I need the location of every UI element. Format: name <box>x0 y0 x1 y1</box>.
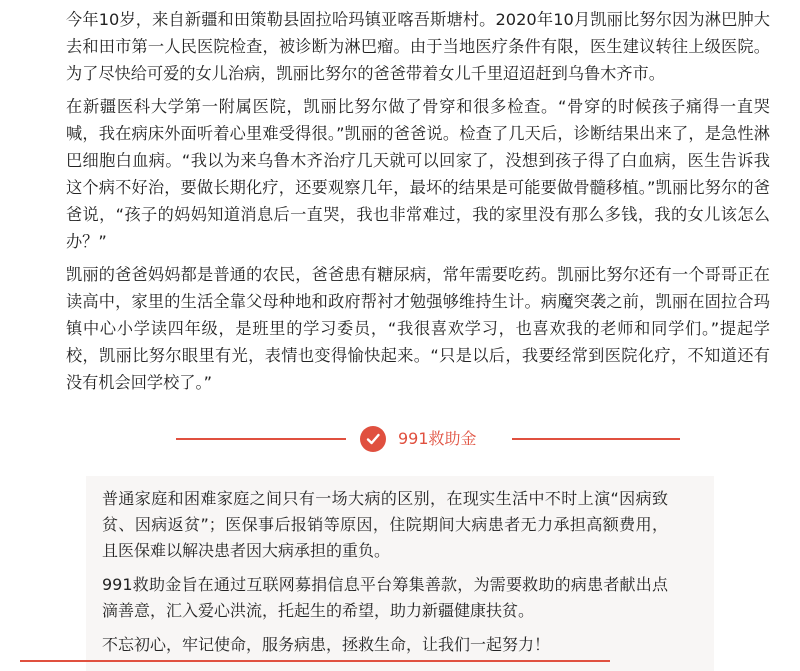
story-paragraph-1: 今年10岁，来自新疆和田策勒县固拉哈玛镇亚喀吾斯塘村。2020年10月凯丽比努尔因为淋巴肿大去和田市第一人民医院检查，被诊断为淋巴瘤。由于当地医疗条件有限，医生建议转往上级医院。为了尽快给可爱的女儿治病，凯丽比努尔的爸爸带着女儿千里迢迢赶到乌鲁木齐市。 <box>66 10 770 83</box>
fund-box-bottom-divider <box>20 660 610 662</box>
story-paragraph-3: 凯丽的爸爸妈妈都是普通的农民，爸爸患有糖尿病，常年需要吃药。凯丽比努尔还有一个哥哥正在读高中，家里的生活全靠父母种地和政府帮衬才勉强够维持生计。病魔突袭之前，凯丽在固拉合玛镇中心小学读四年级，是班里的学习委员，“我很喜欢学习，也喜欢我的老师和同学们。”提起学校，凯丽比努尔眼里有光，表情也变得愉快起来。“只是以后，我要经常到医院化疗，不知道还有没有机会回学校了。” <box>66 265 770 392</box>
fund-paragraph-3: 不忘初心，牢记使命，服务病患，拯救生命，让我们一起努力！ <box>102 635 551 654</box>
story-body <box>66 6 770 402</box>
fund-info-box <box>86 476 714 671</box>
fund-paragraph-2: 991救助金旨在通过互联网募捐信息平台筹集善款，为需要救助的病患者献出点滴善意，汇入爱心洪流，托起生的希望，助力新疆健康扶贫。 <box>102 575 668 620</box>
section-divider-left <box>176 438 346 440</box>
fund-info-text <box>102 486 668 666</box>
fund-paragraph-1: 普通家庭和困难家庭之间只有一场大病的区别，在现实生活中不时上演“因病致贫、因病返贫”；医保事后报销等原因，住院期间大病患者无力承担高额费用，且医保难以解决患者因大病承担的重负。 <box>102 489 668 560</box>
fund-section-title: 991救助金 <box>398 429 477 448</box>
section-divider-right <box>512 438 680 440</box>
story-paragraph-2: 在新疆医科大学第一附属医院，凯丽比努尔做了骨穿和很多检查。“骨穿的时候孩子痛得一直哭喊，我在病床外面听着心里难受得很。”凯丽的爸爸说。检查了几天后，诊断结果出来了，是急性淋巴细胞白血病。“我以为来乌鲁木齐治疗几天就可以回家了，没想到孩子得了白血病，医生告诉我这个病不好治，要做长期化疗，还要观察几年，最坏的结果是可能要做骨髓移植。”凯丽比努尔的爸爸说，“孩子的妈妈知道消息后一直哭，我也非常难过，我的家里没有那么多钱，我的女儿该怎么办？” <box>66 97 770 251</box>
check-circle-icon <box>360 426 386 452</box>
